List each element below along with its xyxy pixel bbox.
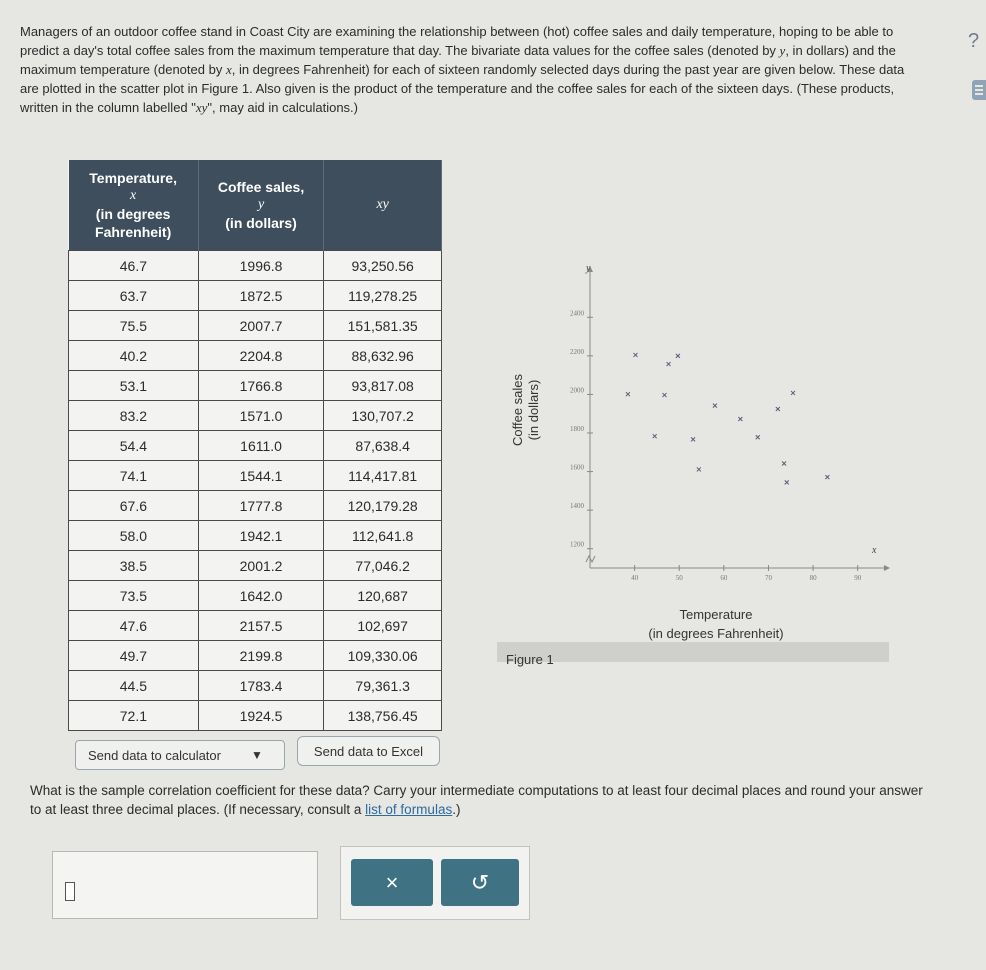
table-row <box>69 251 442 281</box>
x-tick-label: 90 <box>854 574 862 582</box>
close-icon: × <box>385 869 399 895</box>
y-tick-label: 2200 <box>570 347 584 356</box>
table-row <box>69 521 442 551</box>
cell-sales: 1777.8 <box>198 491 324 521</box>
table-row <box>69 641 442 671</box>
y-tick-label: 1600 <box>570 463 584 472</box>
cell-xy: 109,330.06 <box>324 641 442 671</box>
intro-text-1: Managers of an outdoor coffee stand in Coast City are examining the relationship between (hot) coffee sales and daily temperature, hoping to be able to predict a day's total coffee sales from the maximum temperature that day. The bivariate data values for the coffee sales (denoted by <box>20 24 894 58</box>
x-axis-subtitle: (in degrees Fahrenheit) <box>648 626 784 641</box>
table-row <box>69 491 442 521</box>
answer-box <box>52 851 318 919</box>
cell-temperature: 47.6 <box>69 611 199 641</box>
y-tick-label: 1200 <box>570 540 584 549</box>
send-to-calculator-button[interactable] <box>75 740 285 770</box>
y-axis-title: Coffee sales <box>510 373 525 447</box>
x-axis-arrow <box>884 565 890 571</box>
scatter-plot <box>500 250 890 645</box>
send-to-excel-button[interactable] <box>297 736 440 766</box>
cell-sales: 1783.4 <box>198 671 324 701</box>
table-row <box>69 701 442 731</box>
question-text <box>30 781 930 819</box>
cell-sales: 2001.2 <box>198 551 324 581</box>
figure-caption: Figure 1 <box>506 652 554 667</box>
problem-statement <box>20 22 925 117</box>
data-point <box>634 353 638 357</box>
action-panel <box>340 846 530 920</box>
x-axis-symbol: x <box>872 545 877 556</box>
data-point <box>626 392 630 396</box>
header-sales-sub: (in dollars) <box>225 215 297 231</box>
cell-sales: 1766.8 <box>198 371 324 401</box>
cell-temperature: 73.5 <box>69 581 199 611</box>
cell-sales: 1571.0 <box>198 401 324 431</box>
data-point <box>697 467 701 471</box>
data-point <box>785 480 789 484</box>
cell-xy: 77,046.2 <box>324 551 442 581</box>
cell-temperature: 63.7 <box>69 281 199 311</box>
cell-xy: 102,697 <box>324 611 442 641</box>
cell-temperature: 74.1 <box>69 461 199 491</box>
intro-text-2: , in dollars) and the maximum temperature (denoted by <box>20 43 896 77</box>
cell-sales: 1611.0 <box>198 431 324 461</box>
cell-xy: 88,632.96 <box>324 341 442 371</box>
header-temperature-title: Temperature, <box>89 170 177 186</box>
x-tick-label: 40 <box>631 574 639 582</box>
data-point <box>825 475 829 479</box>
data-table <box>68 160 442 731</box>
data-point <box>782 461 786 465</box>
cell-xy: 79,361.3 <box>324 671 442 701</box>
table-row <box>69 581 442 611</box>
clear-button[interactable] <box>351 859 433 906</box>
data-point <box>713 404 717 408</box>
cell-xy: 151,581.35 <box>324 311 442 341</box>
var-y: y <box>779 43 786 58</box>
header-temperature-sub: (in degrees Fahrenheit) <box>95 206 172 240</box>
cell-sales: 2007.7 <box>198 311 324 341</box>
y-axis-symbol: y <box>586 263 591 274</box>
cell-temperature: 58.0 <box>69 521 199 551</box>
table-row <box>69 371 442 401</box>
cell-temperature: 44.5 <box>69 671 199 701</box>
cell-temperature: 54.4 <box>69 431 199 461</box>
x-tick-label: 60 <box>720 574 728 582</box>
cell-sales: 2199.8 <box>198 641 324 671</box>
y-axis-title-group <box>510 373 541 446</box>
list-of-formulas-link[interactable]: list of formulas <box>365 802 453 817</box>
cell-xy: 130,707.2 <box>324 401 442 431</box>
intro-text-4: ", may aid in calculations.) <box>207 100 358 115</box>
data-point <box>663 393 667 397</box>
cell-temperature: 40.2 <box>69 341 199 371</box>
cell-xy: 93,250.56 <box>324 251 442 281</box>
data-point <box>653 434 657 438</box>
data-point <box>667 362 671 366</box>
cell-sales: 1544.1 <box>198 461 324 491</box>
intro-text-3: , in degrees Fahrenheit) for each of sixteen randomly selected days during the past year are given below. These data are plotted in the scatter plot in Figure 1. Also given is the product of the temperature and the coffee sales for each of the sixteen days. (These products, written in the column labelled " <box>20 62 905 115</box>
cell-temperature: 67.6 <box>69 491 199 521</box>
cell-xy: 93,817.08 <box>324 371 442 401</box>
table-row <box>69 611 442 641</box>
cell-sales: 1872.5 <box>198 281 324 311</box>
cell-xy: 120,687 <box>324 581 442 611</box>
question-body: What is the sample correlation coefficient for these data? Carry your intermediate computations to at least four decimal places and round your answer to at least three decimal places. (If necessary, consult a <box>30 783 923 817</box>
header-temperature <box>69 160 199 251</box>
table-row <box>69 401 442 431</box>
data-point <box>738 417 742 421</box>
cell-xy: 120,179.28 <box>324 491 442 521</box>
header-xy <box>324 160 442 251</box>
y-axis-subtitle: (in dollars) <box>526 379 541 441</box>
cell-sales: 1942.1 <box>198 521 324 551</box>
undo-icon: ↺ <box>470 869 490 895</box>
data-point <box>691 437 695 441</box>
header-sales-var: y <box>257 197 265 212</box>
undo-button[interactable] <box>441 859 519 906</box>
figure-caption-bar <box>497 642 889 662</box>
y-tick-label: 2000 <box>570 386 584 395</box>
question-end: .) <box>452 802 461 817</box>
data-point <box>676 354 680 358</box>
table-row <box>69 311 442 341</box>
help-icon[interactable]: ? <box>968 30 980 52</box>
table-row <box>69 671 442 701</box>
x-tick-label: 50 <box>675 574 683 582</box>
chart-axes <box>586 266 890 571</box>
cell-sales: 1642.0 <box>198 581 324 611</box>
data-point <box>791 391 795 395</box>
cell-sales: 1924.5 <box>198 701 324 731</box>
y-tick-label: 2400 <box>570 309 584 318</box>
var-xy: xy <box>195 100 208 115</box>
table-row <box>69 281 442 311</box>
cell-xy: 119,278.25 <box>324 281 442 311</box>
cell-xy: 114,417.81 <box>324 461 442 491</box>
x-tick-label: 70 <box>764 574 772 582</box>
table-row <box>69 461 442 491</box>
cell-xy: 138,756.45 <box>324 701 442 731</box>
cell-sales: 2157.5 <box>198 611 324 641</box>
x-tick-label: 80 <box>809 574 817 582</box>
answer-input[interactable] <box>65 882 75 901</box>
side-panel-tab[interactable] <box>972 80 986 100</box>
y-tick-label: 1800 <box>570 425 584 433</box>
cell-temperature: 53.1 <box>69 371 199 401</box>
chart-points <box>626 353 829 484</box>
cell-xy: 87,638.4 <box>324 431 442 461</box>
cell-temperature: 83.2 <box>69 401 199 431</box>
chevron-down-icon: ▼ <box>250 748 263 762</box>
cell-temperature: 46.7 <box>69 251 199 281</box>
cell-sales: 1996.8 <box>198 251 324 281</box>
table-header-row <box>69 160 442 251</box>
header-sales-title: Coffee sales, <box>217 179 305 195</box>
header-xy-var: xy <box>376 197 389 212</box>
data-point <box>776 407 780 411</box>
data-point <box>756 435 760 439</box>
chart-ticks <box>570 309 862 582</box>
cell-temperature: 72.1 <box>69 701 199 731</box>
var-x: x <box>225 62 232 77</box>
table-row <box>69 341 442 371</box>
cell-xy: 112,641.8 <box>324 521 442 551</box>
send-to-excel-label: Send data to Excel <box>313 743 424 759</box>
cell-sales: 2204.8 <box>198 341 324 371</box>
send-to-calculator-label: Send data to calculator <box>88 747 221 763</box>
table-row <box>69 431 442 461</box>
y-tick-label: 1400 <box>570 502 584 511</box>
cell-temperature: 49.7 <box>69 641 199 671</box>
header-temperature-var: x <box>130 188 137 203</box>
header-coffee-sales <box>198 160 324 251</box>
cell-temperature: 75.5 <box>69 311 199 341</box>
table-row <box>69 551 442 581</box>
x-axis-title: Temperature <box>679 607 753 622</box>
cell-temperature: 38.5 <box>69 551 199 581</box>
